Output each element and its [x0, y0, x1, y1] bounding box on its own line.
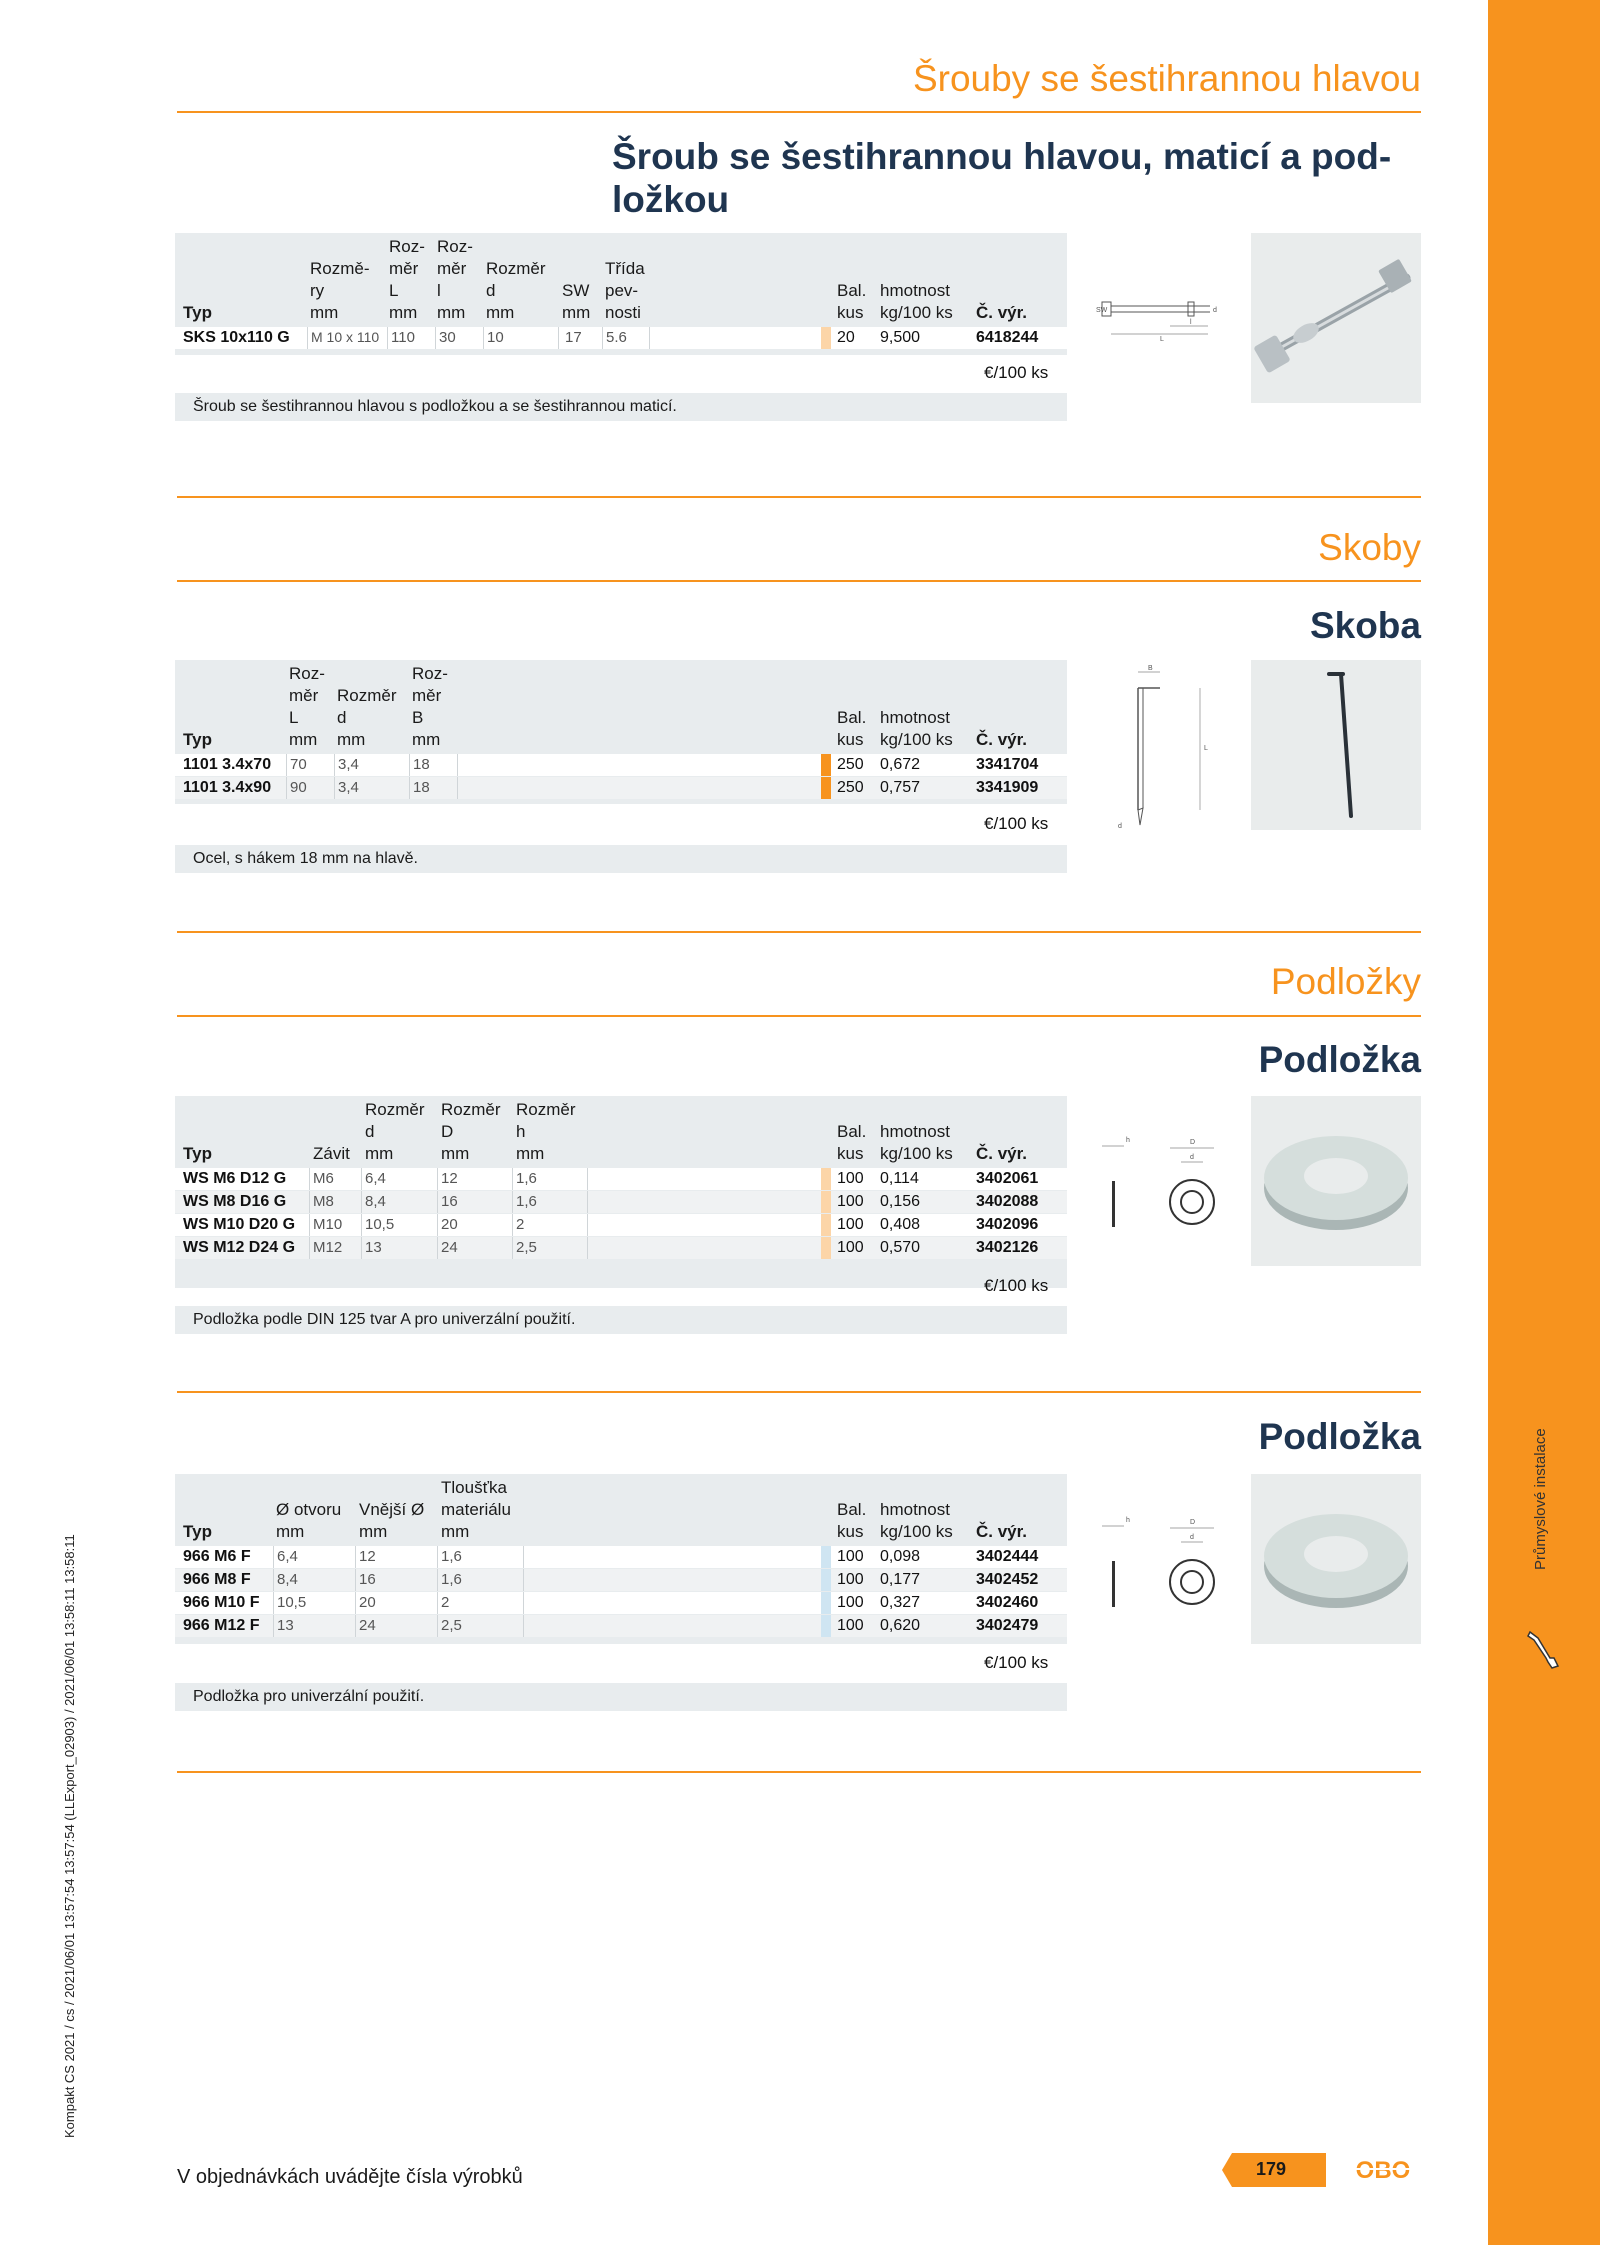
product-table-podlozka-966: [175, 1474, 1067, 1644]
section-title-skoby: Skoby: [1318, 527, 1421, 568]
product-table-sroub: [175, 233, 1067, 355]
availability-marker: [821, 327, 831, 349]
availability-marker: [821, 1592, 831, 1614]
availability-marker: [821, 1237, 831, 1259]
svg-text:D: D: [1190, 1519, 1196, 1526]
product-title-skoba: Skoba: [1309, 605, 1421, 646]
document-meta: Kompakt CS 2021 / cs / 2021/06/01 13:57:54 13:57:54 (LLExport_02903) / 2021/06/01 13:58:11 13:58:11: [62, 1534, 77, 2138]
availability-marker: [821, 1546, 831, 1568]
price-unit: €/100 ks: [984, 814, 1049, 833]
svg-text:d: d: [1190, 1154, 1194, 1161]
hook-nail-drawing: [1110, 660, 1220, 835]
svg-text:SW: SW: [1096, 307, 1108, 314]
product-title-sroub: Šroub se šestihrannou hlavou, maticí a pod- ložkou: [612, 136, 1392, 220]
section-divider: [177, 580, 1421, 582]
side-orange-bar: [1488, 0, 1600, 2245]
washer-photo: [1251, 1096, 1421, 1266]
svg-text:B: B: [1148, 665, 1153, 672]
page-number: 179: [1256, 2159, 1287, 2179]
availability-marker: [821, 777, 831, 799]
svg-text:OBO: OBO: [1355, 2157, 1411, 2184]
section-divider: [177, 1771, 1421, 1773]
svg-text:h: h: [1126, 1517, 1130, 1524]
availability-marker: [821, 754, 831, 776]
footer-text: V objednávkách uvádějte čísla výrobků: [177, 2166, 523, 2188]
washer-photo: [1251, 1474, 1421, 1644]
product-note: Podložka pro univerzální použití.: [175, 1683, 1067, 1711]
table-row: 1101 3.4x70 70 3,4 18 250 0,672 3341704: [175, 754, 1067, 776]
hook-nail-photo: [1251, 660, 1421, 830]
bolt-drawing: [1090, 268, 1220, 348]
table-row: 966 M12 F 13 24 2,5 100 0,620 3402479: [175, 1615, 1067, 1637]
availability-marker: [821, 1569, 831, 1591]
washer-drawing: [1094, 1506, 1224, 1616]
table-header: Typ Rozmě- ry mm Roz- měr L mm Roz- měr l mm Rozměr d mm SW mm Třída pev- nosti Bal. kus hmotnost kg/100 ks Č. výr.: [183, 237, 1028, 322]
table-header: Typ Roz- měr L mm Rozměr d mm Roz- měr B mm Bal. kus hmotnost kg/100 ks Č. výr.: [183, 664, 1028, 749]
section-divider: [177, 931, 1421, 933]
price-unit: €/100 ks: [984, 1653, 1049, 1672]
section-divider: [177, 1015, 1421, 1017]
table-row: 966 M6 F 6,4 12 1,6 100 0,098 3402444: [175, 1546, 1067, 1568]
svg-text:D: D: [1190, 1139, 1196, 1146]
availability-marker: [821, 1191, 831, 1213]
svg-text:d: d: [1213, 307, 1217, 314]
svg-text:l: l: [1190, 319, 1192, 326]
obo-logo: [1345, 2154, 1421, 2184]
table-header: Typ Závit Rozměr d mm Rozměr D mm Rozměr h mm Bal. kus hmotnost kg/100 ks Č. výr.: [183, 1100, 1028, 1163]
product-table-skoba: [175, 660, 1067, 804]
table-header: Typ Ø otvoru mm Vnější Ø mm Tloušťka materiálu mm Bal. kus hmotnost kg/100 ks Č. výr.: [183, 1478, 1028, 1541]
price-unit: €/100 ks: [984, 363, 1049, 382]
table-row: 966 M10 F 10,5 20 2 100 0,327 3402460: [175, 1592, 1067, 1614]
price-unit: €/100 ks: [984, 1276, 1049, 1295]
table-row: WS M10 D20 G M10 10,5 20 2 100 0,408 3402096: [175, 1214, 1067, 1236]
bolt-photo: [1251, 233, 1421, 403]
table-row: 966 M8 F 8,4 16 1,6 100 0,177 3402452: [175, 1569, 1067, 1591]
svg-text:L: L: [1160, 336, 1164, 343]
product-title-podlozka-966: Podložka: [1258, 1416, 1421, 1457]
product-note: Šroub se šestihrannou hlavou s podložkou a se šestihrannou maticí.: [175, 393, 1067, 421]
product-note: Podložka podle DIN 125 tvar A pro univerzální použití.: [175, 1306, 1067, 1334]
section-divider: [177, 496, 1421, 498]
section-divider: [177, 111, 1421, 113]
table-row: WS M6 D12 G M6 6,4 12 1,6 100 0,114 3402061: [175, 1168, 1067, 1190]
section-divider: [177, 1391, 1421, 1393]
side-category-label: Průmyslové instalace: [1532, 1428, 1549, 1570]
svg-text:d: d: [1118, 823, 1122, 830]
washer-drawing: [1094, 1126, 1224, 1236]
section-title-srouby: Šrouby se šestihrannou hlavou: [912, 58, 1421, 99]
product-note: Ocel, s hákem 18 mm na hlavě.: [175, 845, 1067, 873]
wrench-icon: [1524, 1628, 1564, 1672]
svg-text:d: d: [1190, 1534, 1194, 1541]
table-row: WS M8 D16 G M8 8,4 16 1,6 100 0,156 3402088: [175, 1191, 1067, 1213]
table-row: 1101 3.4x90 90 3,4 18 250 0,757 3341909: [175, 777, 1067, 799]
svg-text:L: L: [1204, 745, 1208, 752]
product-title-podlozka: Podložka: [1258, 1039, 1421, 1080]
section-title-podlozky: Podložky: [1270, 961, 1421, 1002]
table-row: SKS 10x110 G M 10 x 110 110 30 10 17 5.6 20 9,500 6418244: [175, 327, 1067, 349]
product-table-podlozka-din125: [175, 1096, 1067, 1288]
availability-marker: [821, 1214, 831, 1236]
availability-marker: [821, 1168, 831, 1190]
availability-marker: [821, 1615, 831, 1637]
svg-text:h: h: [1126, 1137, 1130, 1144]
table-row: WS M12 D24 G M12 13 24 2,5 100 0,570 3402126: [175, 1237, 1067, 1259]
